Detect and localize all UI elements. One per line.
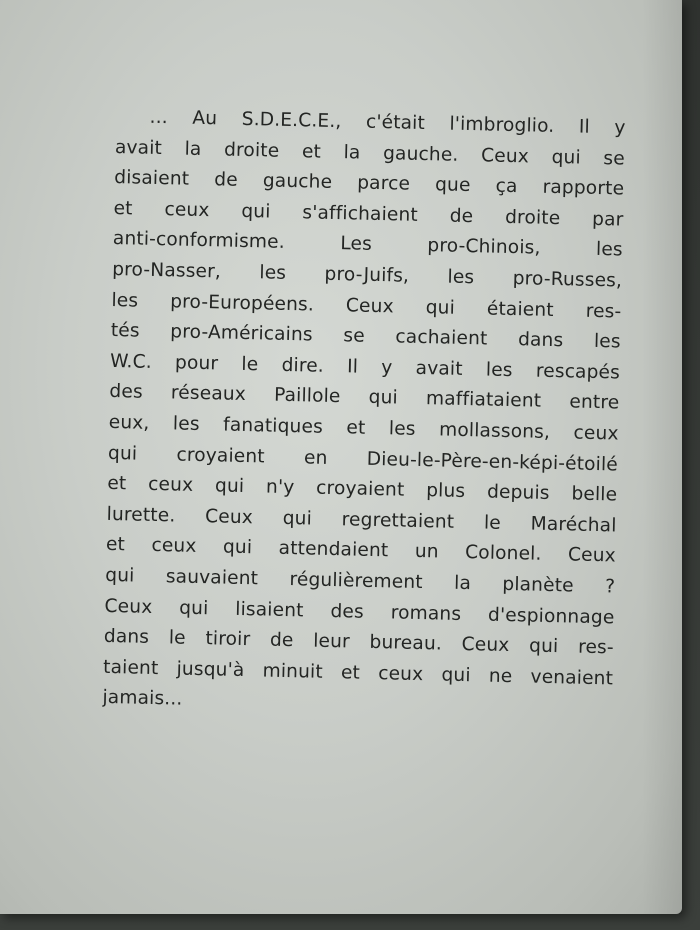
- text-line: des réseaux Paillole qui maffiataient entre: [109, 381, 620, 414]
- text-line: et ceux qui n'y croyaient plus depuis belle: [107, 473, 618, 506]
- text-line: lurette. Ceux qui regrettaient le Maréchal: [106, 503, 617, 537]
- text-line: et ceux qui s'affichaient de droite par: [113, 197, 624, 231]
- text-line: tés pro-Américains se cachaient dans les: [110, 320, 621, 353]
- text-line: pro-Nasser, les pro-Juifs, les pro-Russes,: [111, 258, 623, 292]
- text-line: qui croyaient en Dieu-le-Père-en-képi-étoilé: [107, 442, 619, 476]
- text-line: qui sauvaient régulièrement la planète ?: [105, 564, 616, 598]
- text-block: [102, 102, 626, 725]
- text-line: ... Au S.D.E.C.E., c'était l'imbroglio. Il y: [149, 106, 626, 139]
- text-line: eux, les fanatiques et les mollassons, ceux: [108, 411, 619, 445]
- text-line: dans le tiroir de leur bureau. Ceux qui res-: [103, 625, 614, 659]
- text-line: taient jusqu'à minuit et ceux qui ne venaient: [102, 656, 614, 690]
- text-line: les pro-Européens. Ceux qui étaient res-: [111, 289, 622, 323]
- text-line: et ceux qui attendaient un Colonel. Ceux: [105, 534, 617, 567]
- text-line: jamais...: [102, 687, 183, 710]
- text-line: Ceux qui lisaient des romans d'espionnage: [104, 595, 615, 628]
- text-line: disaient de gauche parce que ça rapporte: [114, 167, 625, 200]
- text-line: anti-conformisme. Les pro-Chinois, les: [112, 228, 624, 261]
- text-line: W.C. pour le dire. Il y avait les rescapés: [109, 350, 621, 384]
- text-line: avait la droite et la gauche. Ceux qui se: [114, 136, 626, 170]
